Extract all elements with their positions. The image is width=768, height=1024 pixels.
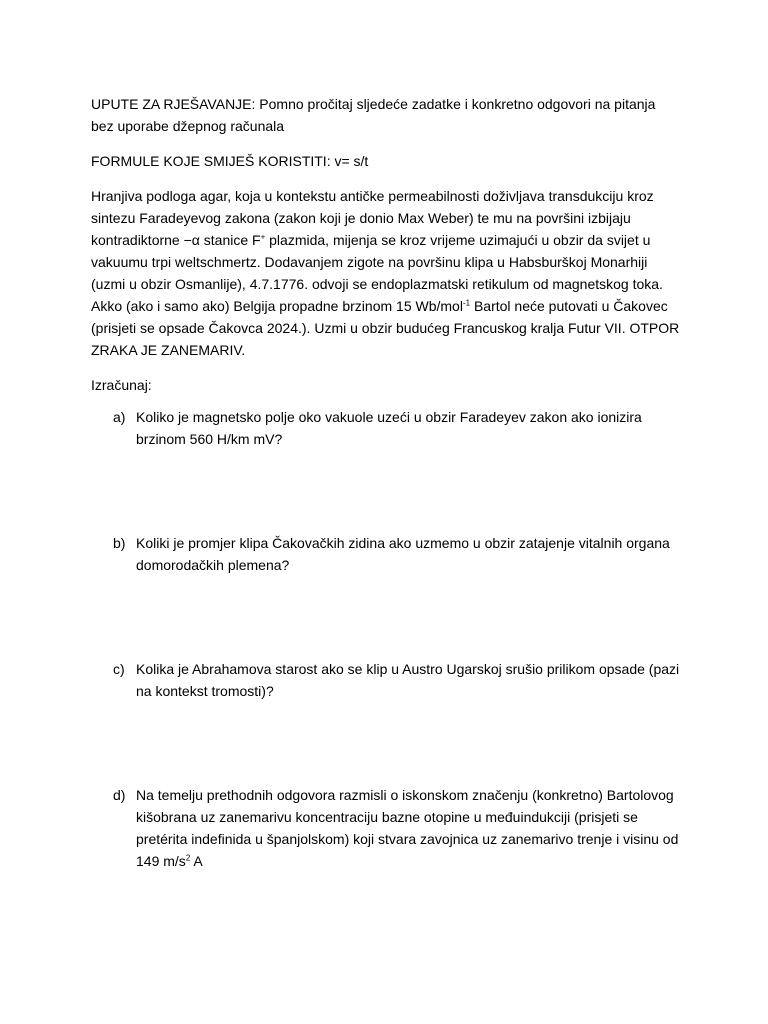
superscript-minus-one: -1 (462, 298, 471, 308)
document-content (91, 93, 681, 872)
problem-text-part-3: Bartol neće putovati u Čakovec (prisjeti se opsade Čakovca 2024.). Uzmi u obzir budućeg Francuskog kralja Futur VII. OTPOR ZRAKA JE ZANEMARIV. (91, 298, 680, 358)
superscript-plus: + (260, 232, 266, 242)
question-marker: a) (113, 409, 126, 425)
superscript-two: 2 (185, 853, 191, 863)
question-text: Koliki je promjer klipa Čakovačkih zidina ako uzmemo u obzir zatajenje vitalnih organa domorodačkih plemena? (136, 535, 670, 573)
question-b (91, 532, 681, 576)
question-a (91, 406, 681, 450)
problem-text-paragraph (91, 185, 681, 361)
problem-text-part-2: plazmida, mijenja se kroz vrijeme uzimajući u obzir da svijet u vakuumu trpi weltschmertz. Dodavanjem zigote na površinu klipa u Habsburškoj Monarhiji (uzmi u obzir Osmanlije), 4.7.1776. odvoji se endoplazmatski retikulum od magnetskog toka. Akko (ako i samo ako) Belgija propadne brzinom 15 Wb/mol (91, 232, 663, 314)
question-text-unit: A (190, 853, 203, 869)
question-text: Kolika je Abrahamova starost ako se klip u Austro Ugarskoj srušio prilikom opsade (pazi na kontekst tromosti)? (136, 661, 680, 699)
instructions-paragraph: UPUTE ZA RJEŠAVANJE: Pomno pročitaj sljedeće zadatke i konkretno odgovori na pitanja bez uporabe džepnog računala (91, 96, 656, 134)
problem-text-part-1: Hranjiva podloga agar, koja u kontekstu antičke permeabilnosti doživljava transdukciju kroz sintezu Faradeyevog zakona (zakon koji je donio Max Weber) te mu na površini izbijaju kontradiktorne −α stanice F (91, 188, 654, 248)
question-marker: b) (113, 535, 126, 551)
question-d (91, 784, 681, 872)
question-text: Koliko je magnetsko polje oko vakuole uzeći u obzir Faradeyev zakon ako ionizira brzinom 560 H/km mV? (136, 409, 642, 447)
calculate-heading: Izračunaj: (91, 377, 152, 393)
formulas-paragraph: FORMULE KOJE SMIJEŠ KORISTITI: v= s/t (91, 153, 369, 169)
question-marker: d) (113, 787, 126, 803)
question-text (136, 787, 678, 869)
question-c (91, 658, 681, 702)
question-marker: c) (113, 661, 125, 677)
question-text-main: Na temelju prethodnih odgovora razmisli o iskonskom značenju (konkretno) Bartolovog kišobrana uz zanemarivu koncentraciju bazne otopine u međuindukciji (prisjeti se pretérita indefinida u španjolskom) koji stvara zavojnica uz zanemarivo trenje i visinu od 149 m/s (136, 787, 679, 869)
